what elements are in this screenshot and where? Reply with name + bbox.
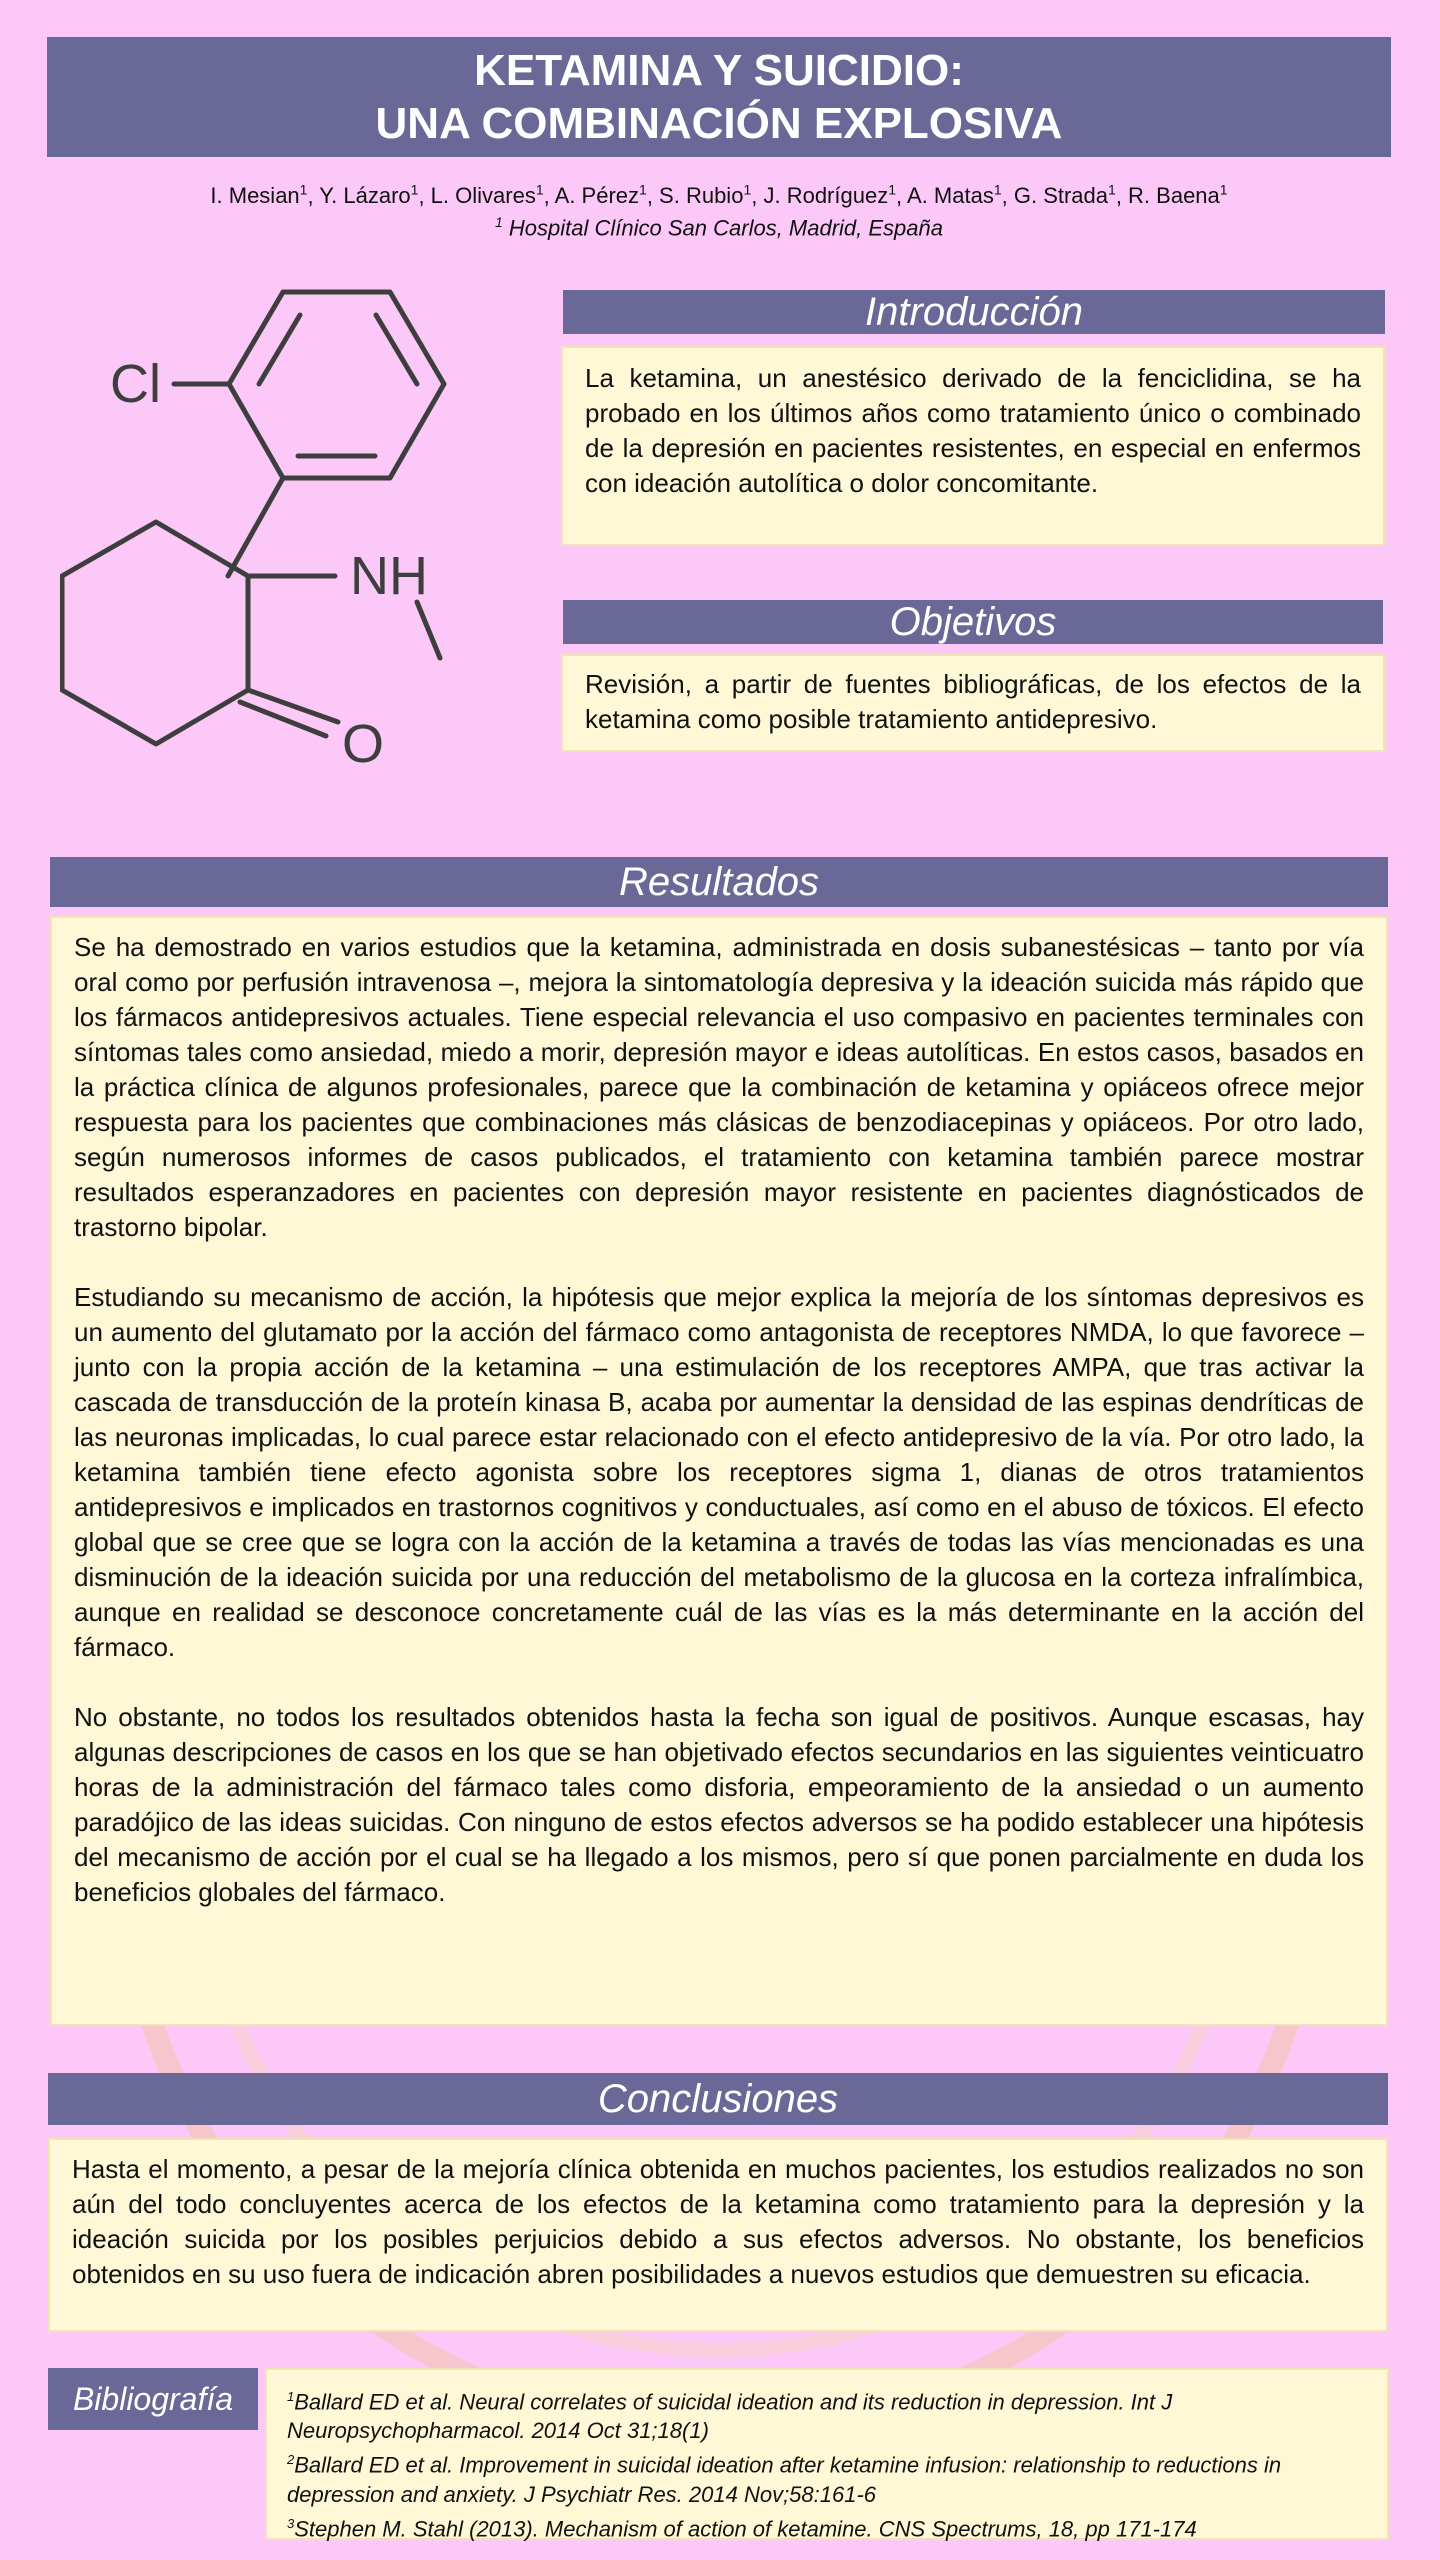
author: I. Mesian$^1$ <box>210 182 308 209</box>
ketamine-molecule <box>60 270 530 790</box>
reference-item: $^3$Stephen M. Stahl (2013). Mechanism of action of ketamine. CNS Spectrums, 18, pp 171-174 <box>287 2515 1197 2541</box>
resultados-paragraph-1: Se ha demostrado en varios estudios que la ketamina, administrada en dosis subanestésicas – tanto por vía oral como por perfusión intravenosa –, mejora la sintomatología depresiva y la ideación suicida más rápido que los fármacos antidepresivos actuales. Tiene especial relevancia el uso compasivo en pacientes terminales con síntomas tales como ansiedad, miedo a morir, depresión mayor e ideas autolíticas. En estos casos, basados en la práctica clínica de algunos profesionales, parece que la combinación de ketamina y opiáceos ofrece mejor respuesta para los pacientes que combinaciones más clásicas de benzodiacepinas y opiáceos. Por otro lado, según numerosos informes de casos publicados, el tratamiento con ketamina también parece mostrar resultados esperanzadores en pacientes con depresión mayor resistente en pacientes diagnósticados de trastorno bipolar. <box>74 932 1364 1242</box>
nh-label: NH <box>350 546 428 606</box>
author: S. Rubio$^1$ <box>659 182 752 209</box>
affiliation: $^1$ Hospital Clínico San Carlos, Madrid, España <box>494 214 943 241</box>
resultados-box <box>50 916 1388 2026</box>
objetivos-box <box>561 654 1385 752</box>
resultados-paragraph-2: Estudiando su mecanismo de acción, la hipótesis que mejor explica la mejoría de los síntomas depresivos es un aumento del glutamato por la acción del fármaco como antagonista de receptores NMDA, lo que favorece – junto con la propia acción de la ketamina – una estimulación de los receptores AMPA, que tras activar la cascada de transducción de la proteín kinasa B, acaba por aumentar la densidad de las espinas dendríticas de las neuronas implicadas, lo cual parece estar relacionado con el efecto antidepresivo de la vía. Por otro lado, la ketamina también tiene efecto agonista sobre los receptores sigma 1, dianas de otros tratamientos antidepresivos e implicados en trastornos cognitivos y conductuales, así como en el abuso de tóxicos. El efecto global que se cree que se logra con la acción de la ketamina a través de todas las vías mencionadas es una disminución de la ideación suicida por una reducción del metabolismo de la glucosa en la corteza infralímbica, aunque en realidad se desconoce concretamente cuál de las vías es la más determinante en la acción del fármaco. <box>74 1282 1364 1662</box>
introduccion-box <box>561 346 1385 546</box>
conclusiones-heading: Conclusiones <box>48 2073 1388 2125</box>
conclusiones-text: Hasta el momento, a pesar de la mejoría clínica obtenida en muchos pacientes, los estudios realizados no son aún del todo concluyentes acerca de los efectos de la ketamina como tratamiento para la depresión y la ideación suicida por los posibles perjuicios debido a sus efectos adversos. No obstante, los beneficios obtenidos en su uso fuera de indicación abren posibilidades a nuevos estudios que demuestren su eficacia. <box>72 2154 1364 2289</box>
objetivos-text: Revisión, a partir de fuentes bibliográficas, de los efectos de la ketamina como posible tratamiento antidepresivo. <box>585 669 1361 734</box>
author-list: I. Mesian$^1$, Y. Lázaro$^1$, L. Olivares$^1$, A. Pérez$^1$, S. Rubio$^1$, J. Rodríguez$^1$, A. Matas$^1$, G. Strada$^1$, R. Baena$^1$ <box>210 182 1228 209</box>
author: R. Baena$^1$ <box>1128 182 1228 209</box>
chlorine-label: Cl <box>110 354 161 414</box>
resultados-heading: Resultados <box>50 857 1388 907</box>
reference-item: $^1$Ballard ED et al. Neural correlates of suicidal ideation and its reduction in depression. Int J Neuropsychopharmacol. 2014 Oct 31;18(1) <box>287 2389 1173 2444</box>
poster-title <box>47 37 1391 157</box>
reference-item: $^2$Ballard ED et al. Improvement in suicidal ideation after ketamine infusion: relationship to reductions in depression and anxiety. J Psychiatr Res. 2014 Nov;58:161-6 <box>287 2452 1282 2507</box>
author: G. Strada$^1$ <box>1013 182 1116 209</box>
author: J. Rodríguez$^1$ <box>763 182 896 209</box>
author: A. Pérez$^1$ <box>554 182 647 209</box>
author: Y. Lázaro$^1$ <box>319 182 419 209</box>
conclusiones-box <box>48 2138 1388 2332</box>
bibliografia-heading: Bibliografía <box>48 2368 258 2430</box>
oxygen-label: O <box>342 714 385 774</box>
author: A. Matas$^1$ <box>907 182 1002 209</box>
title-line-1: KETAMINA Y SUICIDIO: <box>474 46 964 95</box>
bibliografia-box <box>265 2368 1389 2540</box>
introduccion-heading: Introducción <box>563 290 1385 334</box>
title-line-2: UNA COMBINACIÓN EXPLOSIVA <box>375 99 1063 148</box>
author: L. Olivares$^1$ <box>430 182 544 209</box>
introduccion-text: La ketamina, un anestésico derivado de la fenciclidina, se ha probado en los últimos años como tratamiento único o combinado de la depresión en pacientes resistentes, en especial en enfermos con ideación autolítica o dolor concomitante. <box>585 363 1361 498</box>
objetivos-heading: Objetivos <box>563 600 1383 644</box>
resultados-paragraph-3: No obstante, no todos los resultados obtenidos hasta la fecha son igual de positivos. Aunque escasas, hay algunas descripciones de casos en los que se han objetivado efectos secundarios en las siguientes veinticuatro horas de la administración del fármaco tales como disforia, empeoramiento de la ansiedad o un aumento paradójico de las ideas suicidas. Con ninguno de estos efectos adversos se ha podido establecer una hipótesis del mecanismo de acción por el cual se ha llegado a los mismos, pero sí que ponen parcialmente en duda los beneficios globales del fármaco. <box>74 1702 1364 1907</box>
